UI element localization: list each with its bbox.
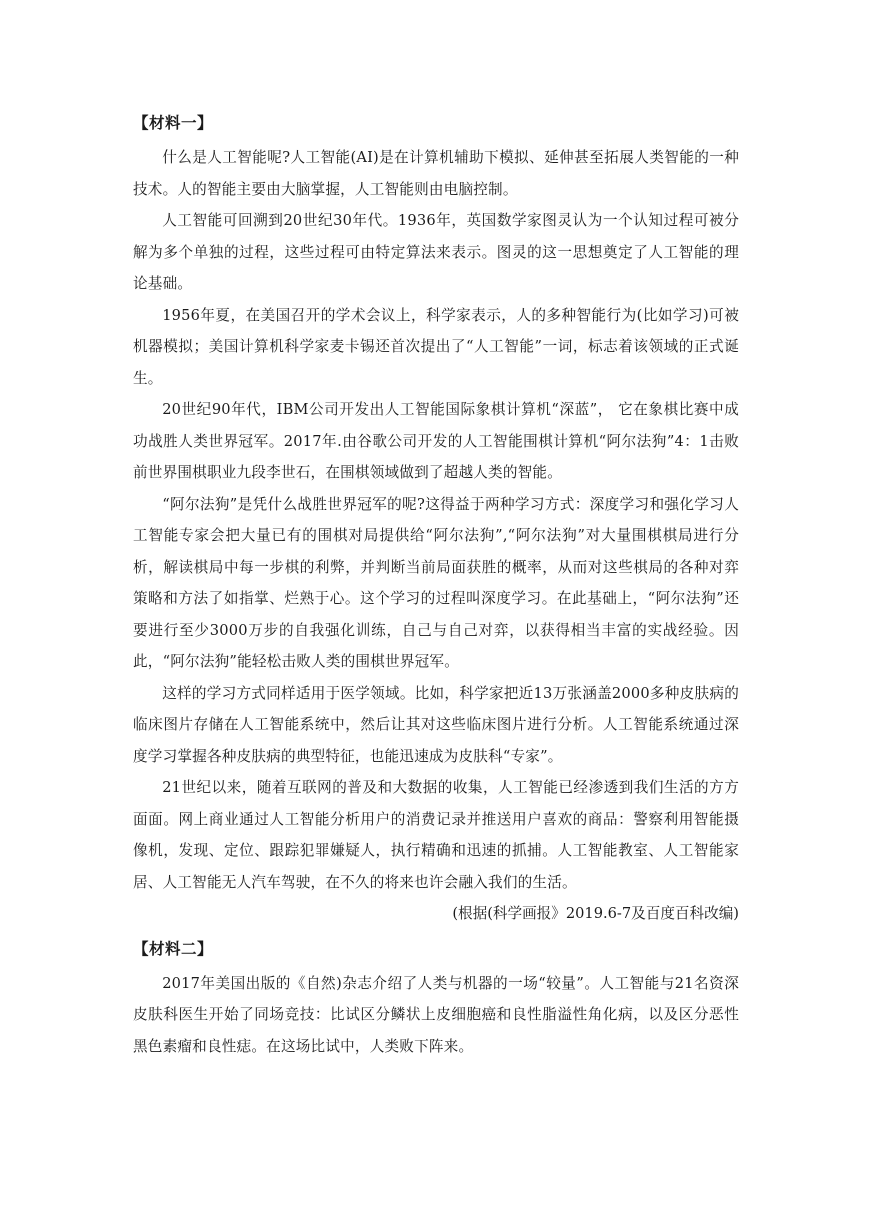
material-1-heading: 【材料一】: [133, 114, 214, 132]
material-2-paragraph-1: 2017年美国出版的《自然)杂志介绍了人类与机器的一场“较量”。人工智能与21名资深皮肤科医生开始了同场竞技：比试区分鳞状上皮细胞癌和良性脂溢性角化病，以及区分恶性黑色素瘤和良性痣。在这场比试中，人类败下阵来。: [133, 974, 739, 1055]
material-1-paragraph-5: “阿尔法狗”是凭什么战胜世界冠军的呢?这得益于两种学习方式：深度学习和强化学习人工智能专家会把大量已有的围棋对局提供给“阿尔法狗”,“阿尔法狗”对大量围棋棋局进行分析，解读棋局中每一步棋的利弊，并判断当前局面获胜的概率，从而对这些棋局的各种对弈策略和方法了如指掌、烂熟于心。这个学习的过程叫深度学习。在此基础上，“阿尔法狗”还要进行至少3000万步的自我强化训练，自己与自己对弈，以获得相当丰富的实战经验。因此，“阿尔法狗”能轻松击败人类的围棋世界冠军。: [133, 495, 739, 670]
material-1-paragraph-7: 21世纪以来，随着互联网的普及和大数据的收集，人工智能已经渗透到我们生活的方方面面。网上商业通过人工智能分析用户的消费记录并推送用户喜欢的商品：警察利用智能摄像机，发现、定位、跟踪犯罪嫌疑人，执行精确和迅速的抓捕。人工智能教室、人工智能家居、人工智能无人汽车驾驶，在不久的将来也许会融入我们的生活。: [133, 779, 739, 891]
document-content: [133, 110, 739, 1062]
material-1-source-note: (根据(科学画报》2019.6-7及百度百科改编): [452, 905, 739, 922]
material-1-paragraph-3: 1956年夏，在美国召开的学术会议上，科学家表示，人的多种智能行为(比如学习)可被机器模拟；美国计算机科学家麦卡锡还首次提出了“人工智能”一词，标志着该领域的正式诞生。: [133, 306, 739, 387]
material-1-paragraph-1: 什么是人工智能呢?人工智能(AI)是在计算机辅助下模拟、延伸甚至拓展人类智能的一种技术。人的智能主要由大脑掌握，人工智能则由电脑控制。: [133, 149, 739, 198]
material-1-paragraph-4: 20世纪90年代，IBM公司开发出人工智能国际象棋计算机“深蓝”， 它在象棋比赛中成功战胜人类世界冠军。2017年.由谷歌公司开发的人工智能围棋计算机“阿尔法狗”4：1击败前世界围棋职业九段李世石，在围棋领域做到了超越人类的智能。: [133, 401, 739, 481]
material-1-paragraph-6: 这样的学习方式同样适用于医学领域。比如，科学家把近13万张涵盖2000多种皮肤病的临床图片存储在人工智能系统中，然后让其对这些临床图片进行分析。人工智能系统通过深度学习掌握各种皮肤病的典型特征，也能迅速成为皮肤科“专家”。: [133, 684, 739, 765]
material-1-paragraph-2: 人工智能可回溯到20世纪30年代。1936年，英国数学家图灵认为一个认知过程可被分解为多个单独的过程，这些过程可由特定算法来表示。图灵的这一思想奠定了人工智能的理论基础。: [133, 212, 739, 292]
material-2-heading: 【材料二】: [133, 939, 214, 958]
